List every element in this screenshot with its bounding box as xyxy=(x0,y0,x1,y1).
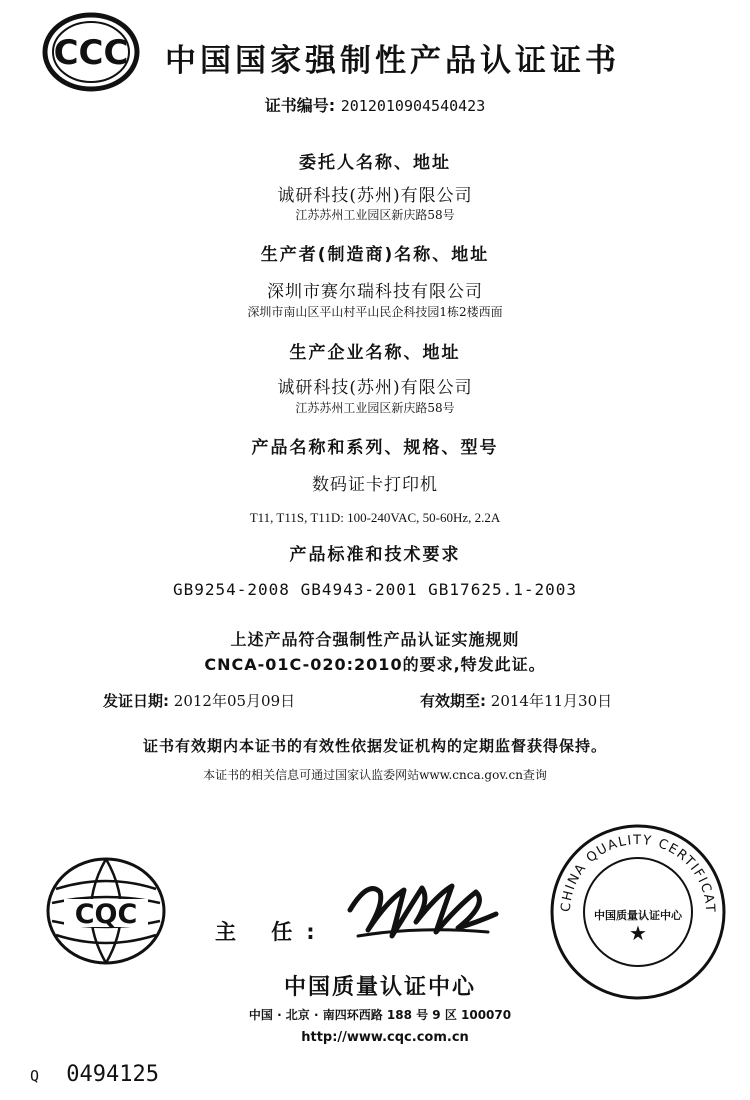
issue-date xyxy=(103,690,295,711)
expiry-date xyxy=(420,690,612,711)
product-models: T11, T11S, T11D: 100-240VAC, 50-60Hz, 2.2A xyxy=(249,510,501,525)
product-heading: 产品名称和系列、规格、型号 xyxy=(251,438,499,458)
issue-date-value: 2012年05月09日 xyxy=(173,692,296,710)
serial-prefix: Q xyxy=(30,1067,40,1085)
factory-heading: 生产企业名称、地址 xyxy=(289,343,461,363)
serial-number xyxy=(30,1062,159,1087)
manufacturer-address: 深圳市南山区平山村平山民企科技园1栋2楼西面 xyxy=(247,305,503,319)
applicant-address: 江苏苏州工业园区新庆路58号 xyxy=(295,208,455,222)
applicant-heading: 委托人名称、地址 xyxy=(299,153,451,173)
seal-inner-text: 中国质量认证中心 xyxy=(594,909,682,922)
svg-text:CHINA QUALITY CERTIFICATION CE xyxy=(548,822,717,914)
certificate-number-label: 证书编号: xyxy=(264,96,336,115)
applicant-name: 诚研科技(苏州)有限公司 xyxy=(277,186,473,206)
declaration-line-1: 上述产品符合强制性产品认证实施规则 xyxy=(230,630,520,649)
info-note: 本证书的相关信息可通过国家认监委网站www.cnca.gov.cn查询 xyxy=(203,768,547,782)
star-icon: ★ xyxy=(629,921,647,945)
factory-name: 诚研科技(苏州)有限公司 xyxy=(277,378,473,398)
standards-value: GB9254-2008 GB4943-2001 GB17625.1-2003 xyxy=(172,580,578,599)
expiry-date-label: 有效期至: xyxy=(420,692,486,710)
cqc-logo xyxy=(42,855,170,967)
organization-url: http://www.cqc.com.cn xyxy=(301,1030,469,1045)
standards-heading: 产品标准和技术要求 xyxy=(289,545,461,565)
certificate-title: 中国国家强制性产品认证证书 xyxy=(165,43,620,79)
issue-date-label: 发证日期: xyxy=(103,692,169,710)
validity-note: 证书有效期内本证书的有效性依据发证机构的定期监督获得保持。 xyxy=(142,737,607,755)
manufacturer-name: 深圳市赛尔瑞科技有限公司 xyxy=(267,282,483,302)
manufacturer-heading: 生产者(制造商)名称、地址 xyxy=(260,245,490,265)
declaration-line-2: CNCA-01C-020:2010的要求,特发此证。 xyxy=(204,655,546,674)
organization-name: 中国质量认证中心 xyxy=(283,975,476,1000)
serial-value: 0494125 xyxy=(66,1062,159,1087)
product-name: 数码证卡打印机 xyxy=(312,475,438,495)
director-label: 主 任: xyxy=(215,920,329,944)
cqc-logo-text: CQC xyxy=(74,899,138,930)
ccc-logo-text: CCC xyxy=(53,33,129,73)
ccc-logo xyxy=(42,12,140,92)
official-seal xyxy=(548,822,728,1002)
expiry-date-value: 2014年11月30日 xyxy=(490,692,613,710)
factory-address: 江苏苏州工业园区新庆路58号 xyxy=(295,401,455,415)
certificate-number xyxy=(0,93,750,116)
organization-address: 中国 · 北京 · 南四环西路 188 号 9 区 100070 xyxy=(248,1008,512,1022)
director-signature xyxy=(338,870,503,950)
certificate-number-value: 2012010904540423 xyxy=(340,97,486,115)
seal-outer-text: CHINA QUALITY CERTIFICAT xyxy=(558,832,718,914)
